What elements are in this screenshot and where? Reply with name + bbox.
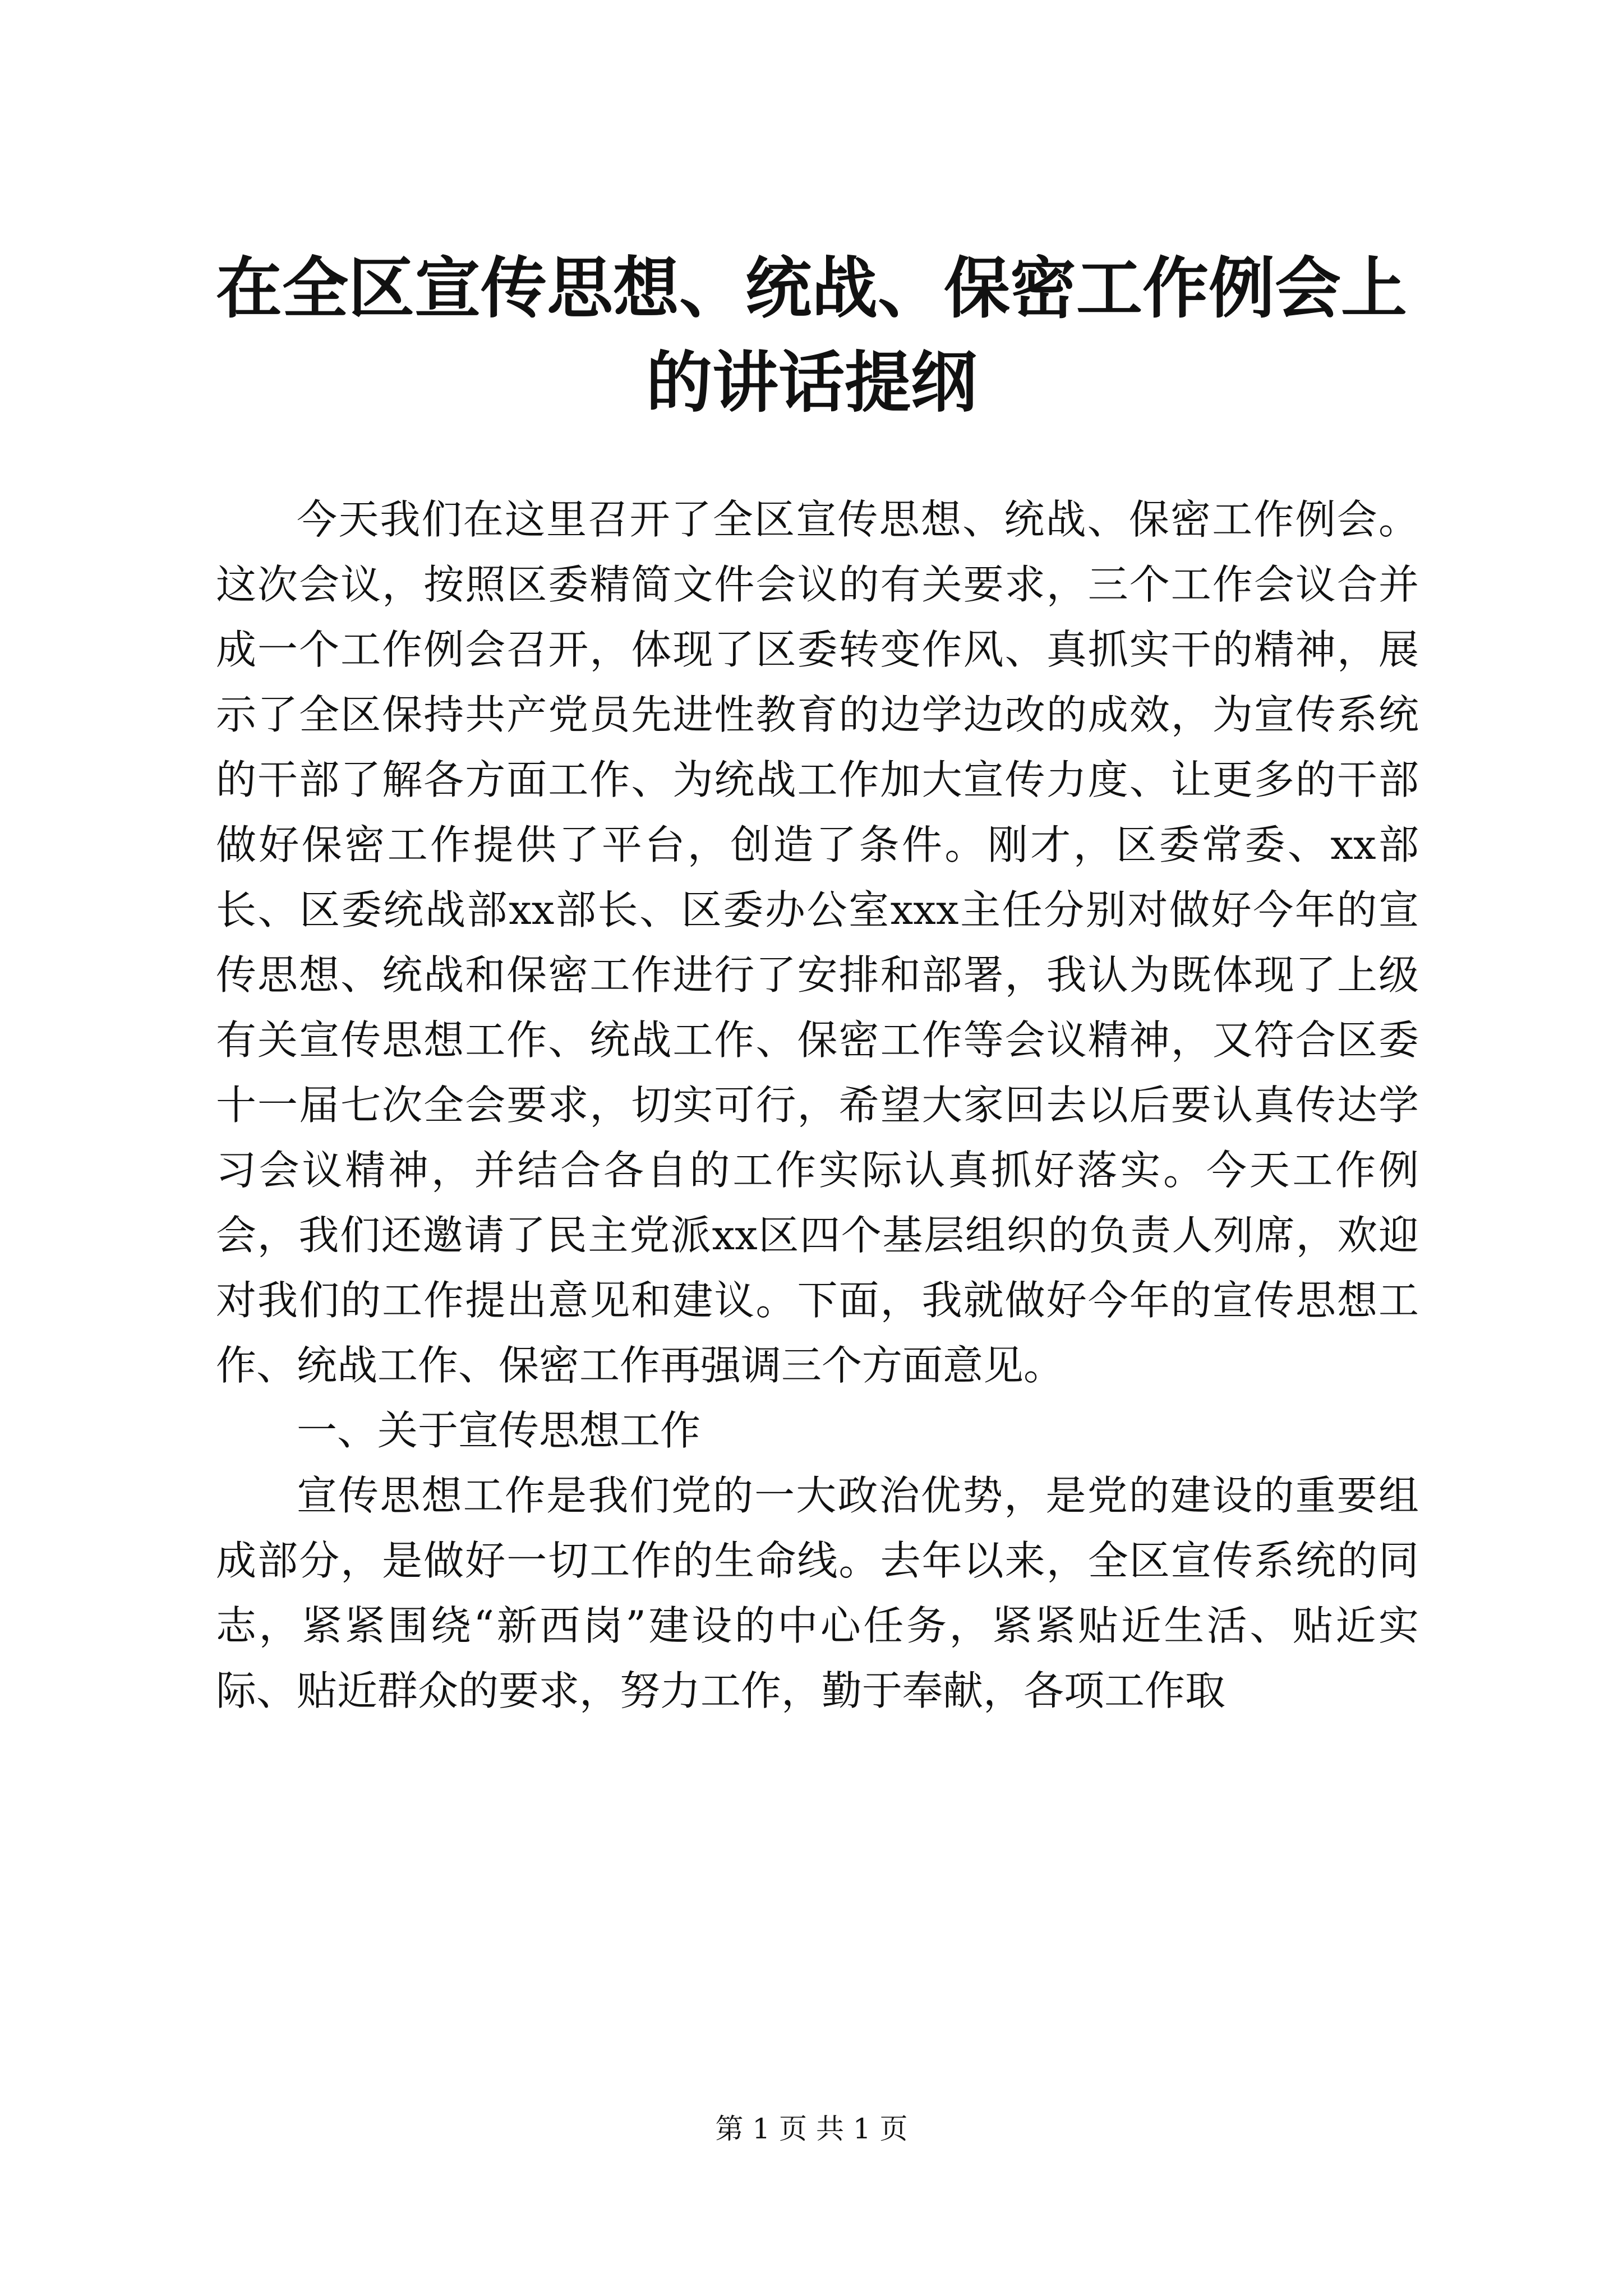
document-title: 在全区宣传思想、统战、保密工作例会上的讲话提纲 [215, 249, 1407, 421]
body-paragraph-intro: 今天我们在这里召开了全区宣传思想、统战、保密工作例会。这次会议，按照区委精简文件会议的有关要求，三个工作会议合并成一个工作例会召开，体现了区委转变作风、真抓实干的精神，展示了全区保持共产党员先进性教育的边学边改的成效，为宣传系统的干部了解各方面工作、为统战工作加大宣传力度、让更多的干部做好保密工作提供了平台，创造了条件。刚才，区委常委、xx部长、区委统战部xx部长、区委办公室xxx主任分别对做好今年的宣传思想、统战和保密工作进行了安排和部署，我认为既体现了上级有关宣传思想工作、统战工作、保密工作等会议精神，又符合区委十一届七次全会要求，切实可行，希望大家回去以后要认真传达学习会议精神，并结合各自的工作实际认真抓好落实。今天工作例会，我们还邀请了民主党派xx区四个基层组织的负责人列席，欢迎对我们的工作提出意见和建议。下面，我就做好今年的宣传思想工作、统战工作、保密工作再强调三个方面意见。 [216, 496, 1419, 1389]
document-body [216, 487, 1419, 1723]
body-paragraph-propaganda: 宣传思想工作是我们党的一大政治优势，是党的建设的重要组成部分，是做好一切工作的生命线。去年以来，全区宣传系统的同志，紧紧围绕“新西岗”建设的中心任务，紧紧贴近生活、贴近实际、贴近群众的要求，努力工作，勤于奉献，各项工作取 [216, 1472, 1419, 1714]
page-footer: 第 1 页 共 1 页 [715, 2113, 908, 2145]
section-heading-propaganda: 一、关于宣传思想工作 [297, 1407, 701, 1454]
